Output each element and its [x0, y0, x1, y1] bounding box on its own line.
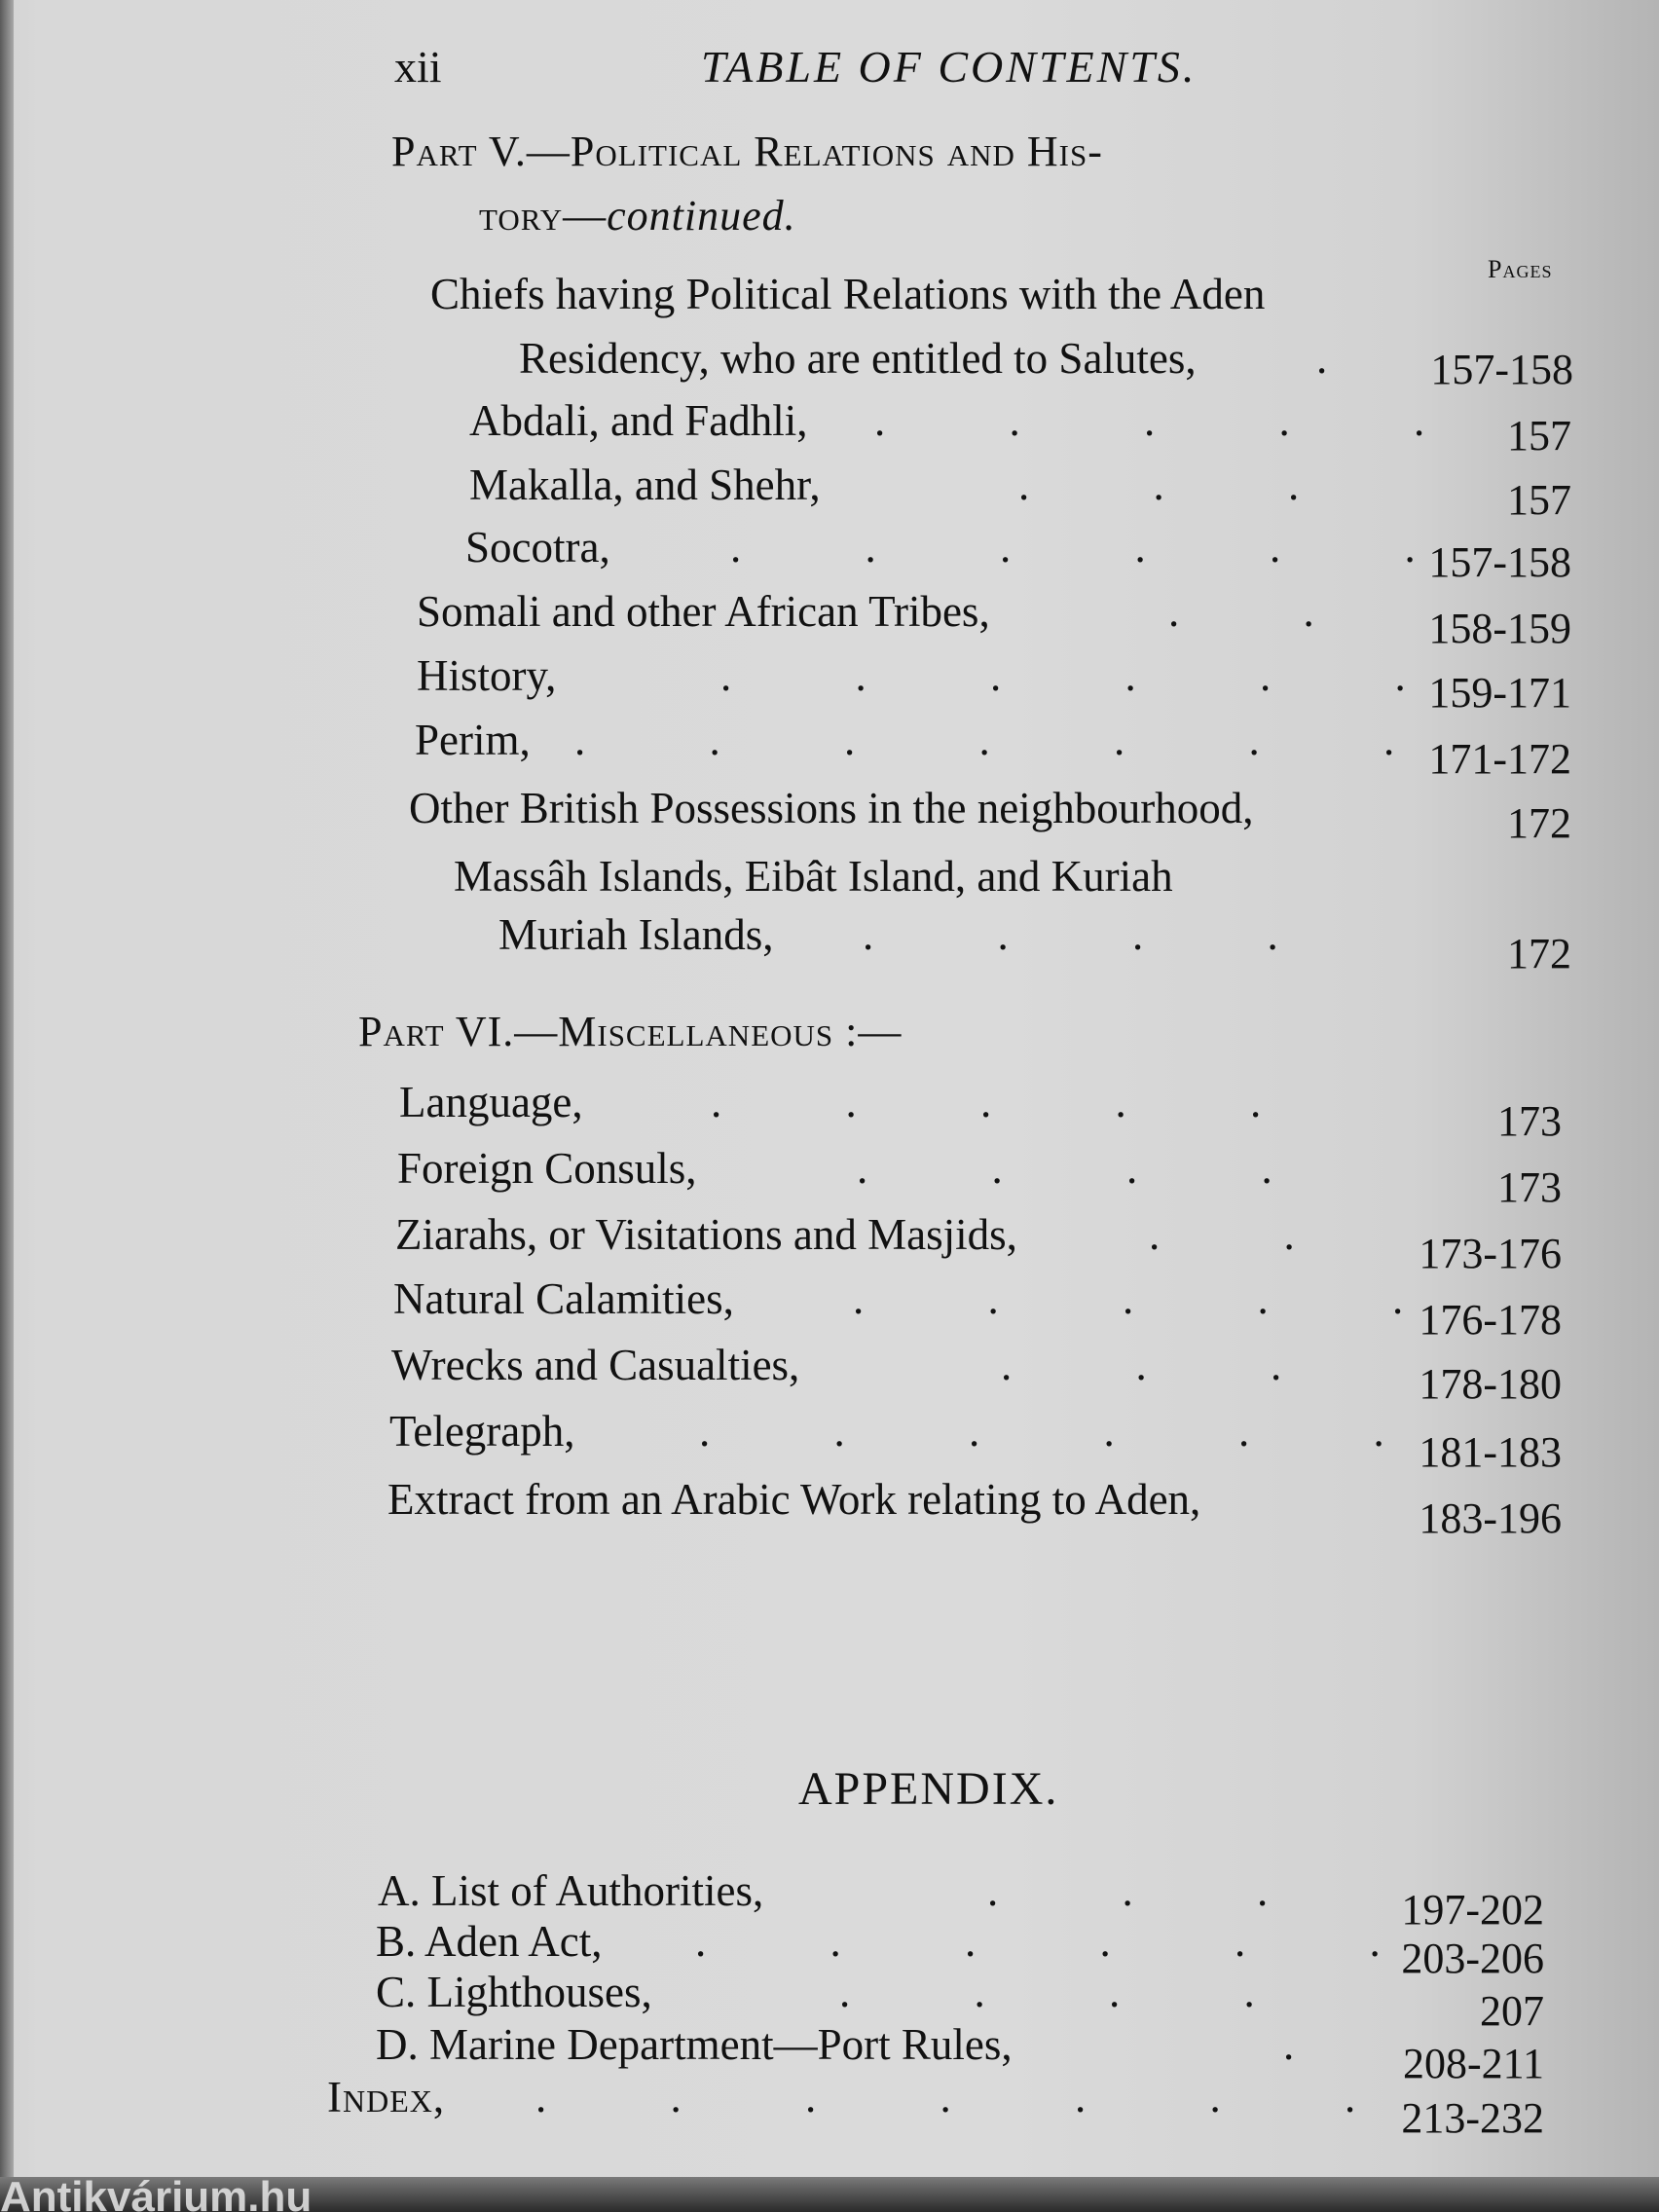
leader-dots: . . . . . . [699, 1407, 1441, 1456]
toc-page-somali: 158-159 [1428, 605, 1571, 652]
toc-entry-language: Language, [399, 1078, 583, 1126]
appendix-title: APPENDIX. [798, 1763, 1059, 1815]
toc-entry-massah: Massâh Islands, Eibât Island, and Kuriah [454, 852, 1173, 901]
toc-page-perim: 171-172 [1428, 735, 1571, 783]
part5-heading-tory: tory— [479, 192, 608, 240]
toc-page-ziarahs: 173-176 [1419, 1230, 1562, 1277]
toc-entry-somali: Somali and other African Tribes, [417, 587, 990, 636]
page-gutter-shadow [0, 0, 14, 2212]
part6-heading: Part VI.—Miscellaneous :— [358, 1008, 903, 1055]
leader-dots: . . . . . [874, 396, 1482, 445]
toc-page-muriah: 172 [1507, 930, 1571, 977]
index-page: 213-232 [1401, 2094, 1544, 2142]
leader-dots: . [1283, 2020, 1351, 2069]
toc-entry-other-british: Other British Possessions in the neighbourhood, [409, 784, 1254, 832]
appendix-page-c: 207 [1480, 1987, 1544, 2035]
toc-page-natural-calamities: 176-178 [1419, 1296, 1562, 1344]
toc-entry-abdali: Abdali, and Fadhli, [469, 396, 808, 445]
leader-dots: . . . [1001, 1341, 1339, 1389]
toc-page-makalla: 157 [1507, 476, 1571, 524]
toc-page-language: 173 [1497, 1097, 1562, 1145]
appendix-entry-d: D. Marine Department—Port Rules, [376, 2020, 1013, 2069]
appendix-entry-b: B. Aden Act, [376, 1917, 603, 1966]
leader-dots: . . . . [863, 910, 1335, 959]
part5-heading-line2 [479, 191, 796, 240]
leader-dots: . . . . [857, 1144, 1329, 1193]
toc-page-socotra: 157-158 [1428, 538, 1571, 586]
toc-entry-natural-calamities: Natural Calamities, [393, 1274, 734, 1323]
leader-dots: . . . . [839, 1968, 1311, 2016]
toc-page-history: 159-171 [1428, 669, 1571, 717]
toc-page-arabic-work: 183-196 [1419, 1494, 1562, 1542]
appendix-page-a: 197-202 [1401, 1886, 1544, 1934]
leader-dots: . . . . . . . [535, 2073, 1413, 2121]
appendix-entry-c: C. Lighthouses, [376, 1968, 652, 2016]
pages-column-header: Pages [1488, 255, 1553, 283]
toc-page-foreign-consuls: 173 [1497, 1163, 1562, 1211]
toc-page-telegraph: 181-183 [1419, 1428, 1562, 1476]
toc-entry-history: History, [417, 651, 557, 700]
leader-dots: . . . [987, 1866, 1325, 1915]
running-title: TABLE OF CONTENTS. [701, 42, 1198, 92]
toc-entry-wrecks: Wrecks and Casualties, [391, 1341, 800, 1389]
part5-continued: continued. [607, 192, 796, 240]
toc-entry-residency: Residency, who are entitled to Salutes, [519, 334, 1197, 383]
toc-page-wrecks: 178-180 [1419, 1360, 1562, 1408]
toc-entry-foreign-consuls: Foreign Consuls, [397, 1144, 697, 1193]
toc-entry-telegraph: Telegraph, [389, 1407, 575, 1456]
leader-dots: . . . . . [711, 1078, 1318, 1126]
leader-dots: . [1316, 334, 1384, 383]
leader-dots: . . . [1018, 461, 1356, 509]
index-entry: Index, [327, 2073, 446, 2121]
toc-entry-muriah: Muriah Islands, [498, 910, 774, 959]
leader-dots: . . [1168, 587, 1371, 636]
leader-dots: . . [1149, 1210, 1351, 1259]
toc-entry-socotra: Socotra, [465, 523, 610, 571]
toc-page-other-british: 172 [1507, 799, 1571, 847]
appendix-page-b: 203-206 [1401, 1935, 1544, 1982]
leader-dots: . . . . . . [720, 651, 1462, 700]
leader-dots: . . . . . . [695, 1917, 1437, 1966]
part5-heading-line1: Part V.—Political Relations and His- [391, 128, 1103, 175]
leader-dots: . . . . . . [730, 523, 1472, 571]
toc-page-abdali: 157 [1507, 412, 1571, 460]
toc-entry-makalla: Makalla, and Shehr, [469, 461, 821, 509]
appendix-entry-a: A. List of Authorities, [378, 1866, 764, 1915]
toc-entry-arabic-work: Extract from an Arabic Work relating to Aden, [387, 1475, 1201, 1524]
appendix-page-d: 208-211 [1402, 2040, 1544, 2087]
toc-entry-perim: Perim, [415, 716, 531, 764]
leader-dots: . . . . . . . [574, 716, 1452, 764]
toc-entry-ziarahs: Ziarahs, or Visitations and Masjids, [395, 1210, 1017, 1259]
leader-dots: . . . . . [853, 1274, 1460, 1323]
watermark: Antikvárium.hu [0, 2173, 313, 2212]
toc-entry-chiefs: Chiefs having Political Relations with the Aden [430, 270, 1266, 318]
page-number: xii [394, 42, 442, 92]
toc-page-residency: 157-158 [1430, 346, 1573, 393]
